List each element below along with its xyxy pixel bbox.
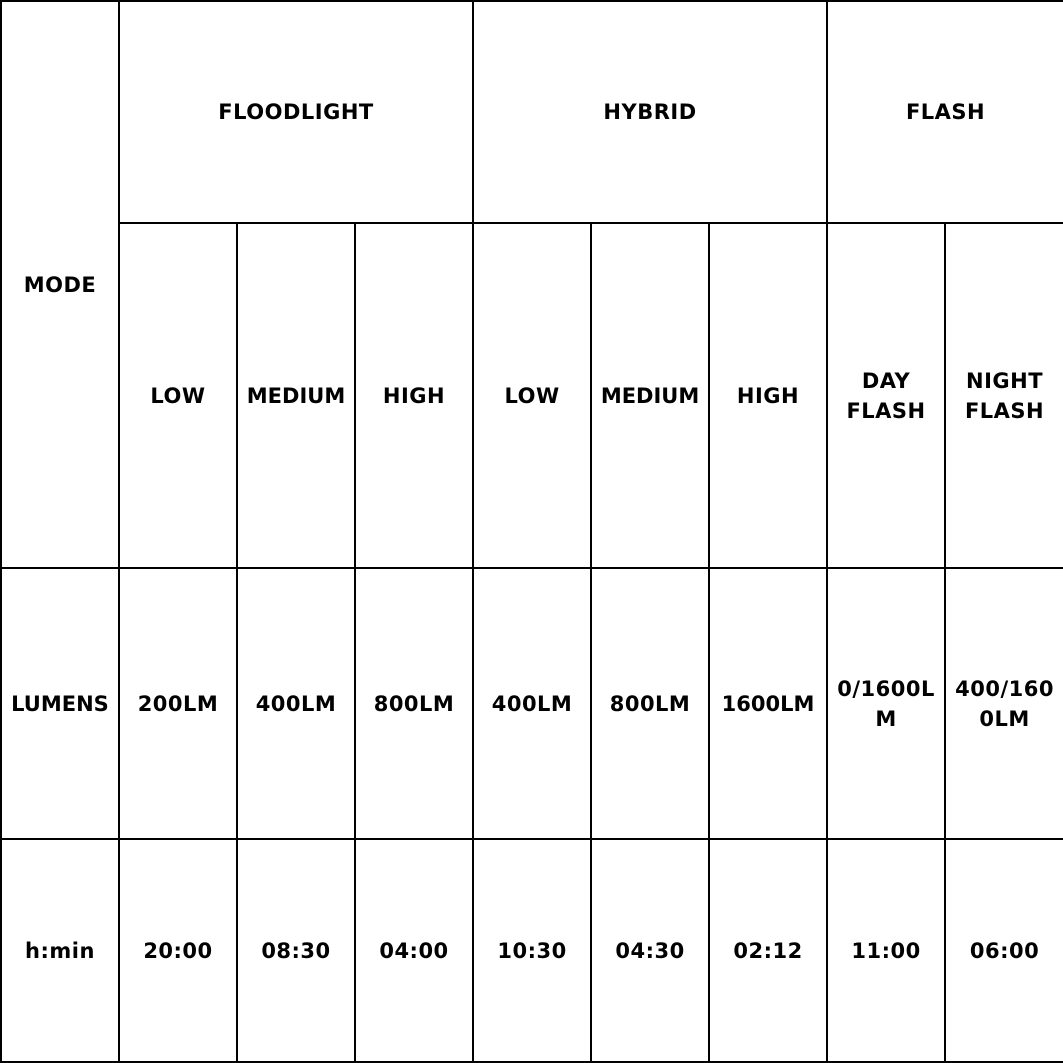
group-hybrid: HYBRID <box>473 1 827 223</box>
lumens-cell: 400LM <box>473 568 591 839</box>
group-floodlight: FLOODLIGHT <box>119 1 473 223</box>
time-cell: 08:30 <box>237 839 355 1062</box>
level-night-flash: NIGHT FLASH <box>945 223 1063 568</box>
lumens-cell: 1600LM <box>709 568 827 839</box>
time-row <box>1 839 1063 1062</box>
level-hybrid-medium: MEDIUM <box>591 223 709 568</box>
mode-label: MODE <box>1 1 119 568</box>
group-header-row <box>1 1 1063 223</box>
lumens-cell: 400LM <box>237 568 355 839</box>
time-cell: 20:00 <box>119 839 237 1062</box>
level-floodlight-low: LOW <box>119 223 237 568</box>
level-floodlight-high: HIGH <box>355 223 473 568</box>
group-flash: FLASH <box>827 1 1063 223</box>
level-header-row <box>1 223 1063 568</box>
lumens-cell: 200LM <box>119 568 237 839</box>
lumens-cell: 800LM <box>355 568 473 839</box>
lumens-cell: 0/1600LM <box>827 568 945 839</box>
time-cell: 04:00 <box>355 839 473 1062</box>
time-cell: 11:00 <box>827 839 945 1062</box>
lumens-cell: 800LM <box>591 568 709 839</box>
level-hybrid-high: HIGH <box>709 223 827 568</box>
level-day-flash: DAY FLASH <box>827 223 945 568</box>
time-cell: 04:30 <box>591 839 709 1062</box>
level-floodlight-medium: MEDIUM <box>237 223 355 568</box>
time-cell: 10:30 <box>473 839 591 1062</box>
level-hybrid-low: LOW <box>473 223 591 568</box>
time-label: h:min <box>1 839 119 1062</box>
lumens-label: LUMENS <box>1 568 119 839</box>
time-cell: 02:12 <box>709 839 827 1062</box>
time-cell: 06:00 <box>945 839 1063 1062</box>
lumens-row <box>1 568 1063 839</box>
lumens-cell: 400/1600LM <box>945 568 1063 839</box>
